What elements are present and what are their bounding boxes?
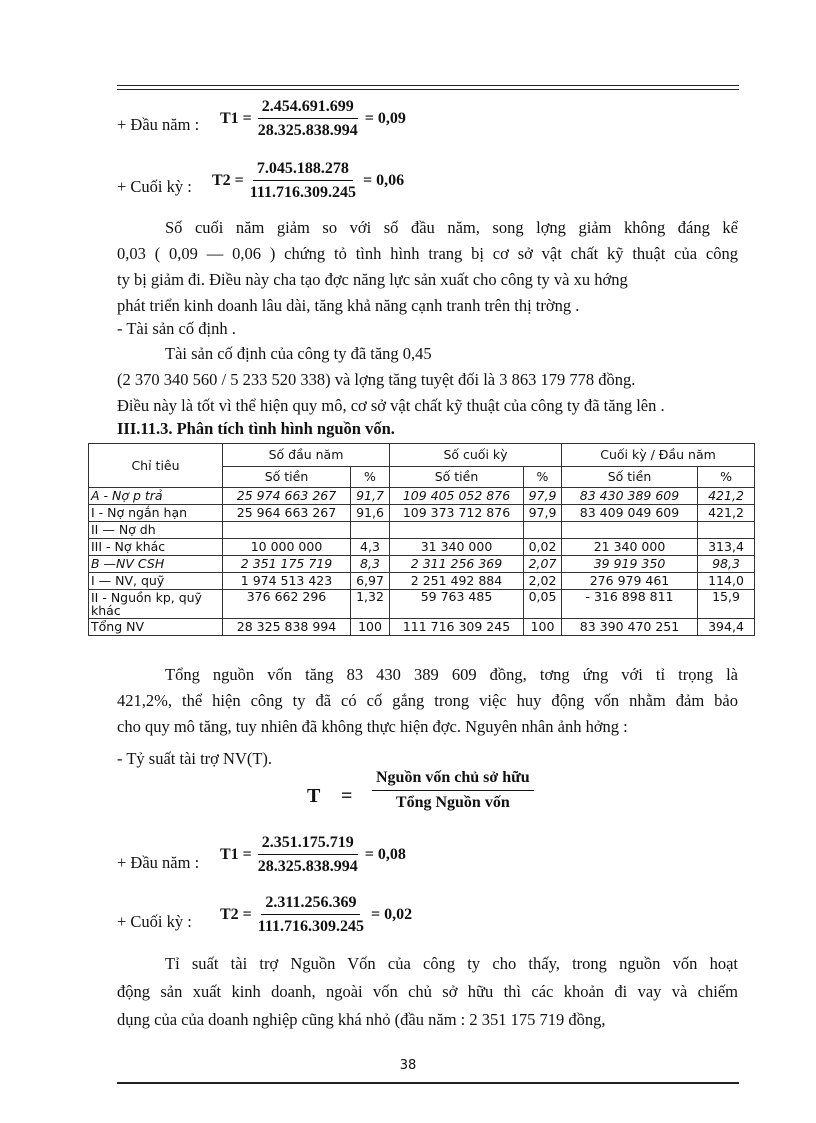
p4-line: dụng của của doanh nghiệp cũng khá nhỏ (đầu năm : 2 351 175 719 đồng, [117,1010,606,1029]
f2-label: + Cuối kỳ : [117,177,192,196]
f3-num: 2.351.175.719 [258,834,358,855]
cell: 2 251 492 884 [390,573,524,590]
cell: 376 662 296 [223,590,351,619]
cell: 25 964 663 267 [223,505,351,522]
cell: 83 409 049 609 [562,505,698,522]
p2-line: (2 370 340 560 / 5 233 520 338) và lợng tăng tuyệt đối là 3 863 179 778 đồng. [117,370,636,389]
cell: 2,07 [524,556,562,573]
cell [562,522,698,539]
cell: 8,3 [351,556,390,573]
cell: 394,4 [698,619,755,636]
f3-den: 28.325.838.994 [257,858,358,875]
cell: - 316 898 811 [562,590,698,619]
f1-num: 2.454.691.699 [258,98,358,119]
page-number: 38 [399,1058,417,1073]
p2-line: Tài sản cố định của công ty đã tăng 0,45 [165,344,432,363]
f2-den: 111.716.309.245 [249,184,357,201]
cell: 2 311 256 369 [390,556,524,573]
p1-line: ty bị giảm đi. Điều này cha tạo đợc năng lực sản xuất cho công ty và xu hớng [117,270,628,289]
formula-t2-end [212,160,404,202]
cell: 421,2 [698,505,755,522]
f4-label: + Cuối kỳ : [117,912,192,931]
table-row [89,573,755,590]
big-formula-den: Tổng Nguồn vốn [395,794,510,811]
big-formula-lhs: T [307,785,321,807]
cell: 28 325 838 994 [223,619,351,636]
cell: 91,7 [351,488,390,505]
table-row [89,505,755,522]
cell [698,522,755,539]
cell: 2 351 175 719 [223,556,351,573]
formula-t2-funding [220,894,412,936]
cell: 91,6 [351,505,390,522]
cell: 39 919 350 [562,556,698,573]
f2-rhs: = 0,06 [363,172,405,189]
subheader: Số tiền [562,467,698,488]
formula-t1-funding [220,834,406,876]
paragraph-2 [117,341,738,419]
f1-lhs: T1 = [220,110,252,127]
paragraph-3 [117,662,738,740]
big-formula-num: Nguồn vốn chủ sở hữu [372,769,534,791]
cell: 97,9 [524,488,562,505]
cell: 83 390 470 251 [562,619,698,636]
f1-rhs: = 0,09 [364,110,406,127]
cell: 25 974 663 267 [223,488,351,505]
subheader: Số tiền [223,467,351,488]
p4-line: động sản xuất kinh doanh, ngoài vốn chủ sở hữu thì các khoản đi vay và chiếm [117,982,738,1001]
cell: 114,0 [698,573,755,590]
cell: 59 763 485 [390,590,524,619]
formula-t1-start [220,98,406,140]
cell: 4,3 [351,539,390,556]
table-row [89,488,755,505]
ratio-heading: - Tỷ suất tài trợ NV(T). [117,749,273,768]
cell: II - Nguồn kp, quỹ khác [89,590,223,619]
p2-line: Điều này là tốt vì thể hiện quy mô, cơ sở vật chất kỹ thuật của công ty đã tăng lên . [117,396,665,415]
cell: 109 405 052 876 [390,488,524,505]
f2-lhs: T2 = [212,172,244,189]
f3-lhs: T1 = [220,846,252,863]
p4-line: Tỉ suất tài trợ Nguồn Vốn của công ty cho thấy, trong nguồn vốn hoạt [165,954,738,973]
section-title: III.11.3. Phân tích tình hình nguồn vốn. [117,419,395,438]
subheader: % [524,467,562,488]
cell: 1,32 [351,590,390,619]
f4-lhs: T2 = [220,906,252,923]
cell [223,522,351,539]
cell: 100 [524,619,562,636]
cell: 97,9 [524,505,562,522]
cell: 276 979 461 [562,573,698,590]
paragraph-4 [117,950,738,1034]
big-formula-eq: = [341,785,353,807]
table-row [89,590,755,619]
cell: Tổng NV [89,619,223,636]
header-group: Cuối kỳ / Đầu năm [562,444,755,467]
cell: 109 373 712 876 [390,505,524,522]
cell: 1 974 513 423 [223,573,351,590]
subheader: Số tiền [390,467,524,488]
cell: I - Nợ ngắn hạn [89,505,223,522]
cell: 421,2 [698,488,755,505]
p3-line: cho quy mô tăng, tuy nhiên đã không thực hiện đợc. Nguyên nhân ảnh hởng : [117,717,628,736]
cell: A - Nợ p trả [89,488,223,505]
cell [351,522,390,539]
cell: 15,9 [698,590,755,619]
table-row [89,556,755,573]
header-criteria: Chỉ tiêu [89,444,223,488]
subheader: % [698,467,755,488]
capital-table [88,443,755,636]
f4-den: 111.716.309.245 [257,918,365,935]
top-rule [117,85,739,90]
cell [390,522,524,539]
p1-line: Số cuối năm giảm so với số đầu năm, song lợng giảm không đáng kể [165,218,738,237]
big-formula-fraction [372,769,534,812]
p1-line: 0,03 ( 0,09 — 0,06 ) chứng tỏ tình hình trang bị cơ sở vật chất kỹ thuật của công [117,244,738,263]
cell: 83 430 389 609 [562,488,698,505]
cell: 0,05 [524,590,562,619]
cell: 21 340 000 [562,539,698,556]
table-row [89,522,755,539]
table-row [89,619,755,636]
cell: III - Nợ khác [89,539,223,556]
f4-rhs: = 0,02 [371,906,413,923]
cell: B —NV CSH [89,556,223,573]
cell: 98,3 [698,556,755,573]
header-group: Số cuối kỳ [390,444,562,467]
table-header-row [89,444,755,467]
f3-label: + Đầu năm : [117,853,200,872]
cell: 313,4 [698,539,755,556]
header-group: Số đầu năm [223,444,390,467]
subheader: % [351,467,390,488]
paragraph-1 [117,215,738,319]
cell: 111 716 309 245 [390,619,524,636]
cell: 2,02 [524,573,562,590]
cell [524,522,562,539]
cell: I — NV, quỹ [89,573,223,590]
p1-line: phát triển kinh doanh lâu dài, tăng khả năng cạnh tranh trên thị trờng . [117,296,580,315]
fixed-assets-heading: - Tài sản cố định . [117,319,236,338]
p3-line: 421,2%, thể hiện công ty đã có cố gắng trong việc huy động vốn nhằm đảm bảo [117,691,738,710]
p3-line: Tổng nguồn vốn tăng 83 430 389 609 đồng, tơng ứng với tỉ trọng là [165,665,738,684]
cell: 6,97 [351,573,390,590]
table-row [89,539,755,556]
f1-den: 28.325.838.994 [257,122,358,139]
cell: 31 340 000 [390,539,524,556]
f2-num: 7.045.188.278 [253,160,353,181]
cell: II — Nợ dh [89,522,223,539]
cell: 10 000 000 [223,539,351,556]
cell: 100 [351,619,390,636]
cell: 0,02 [524,539,562,556]
f3-rhs: = 0,08 [364,846,406,863]
f1-label: + Đầu năm : [117,115,200,134]
bottom-rule [117,1082,739,1084]
f4-num: 2.311.256.369 [261,894,360,915]
